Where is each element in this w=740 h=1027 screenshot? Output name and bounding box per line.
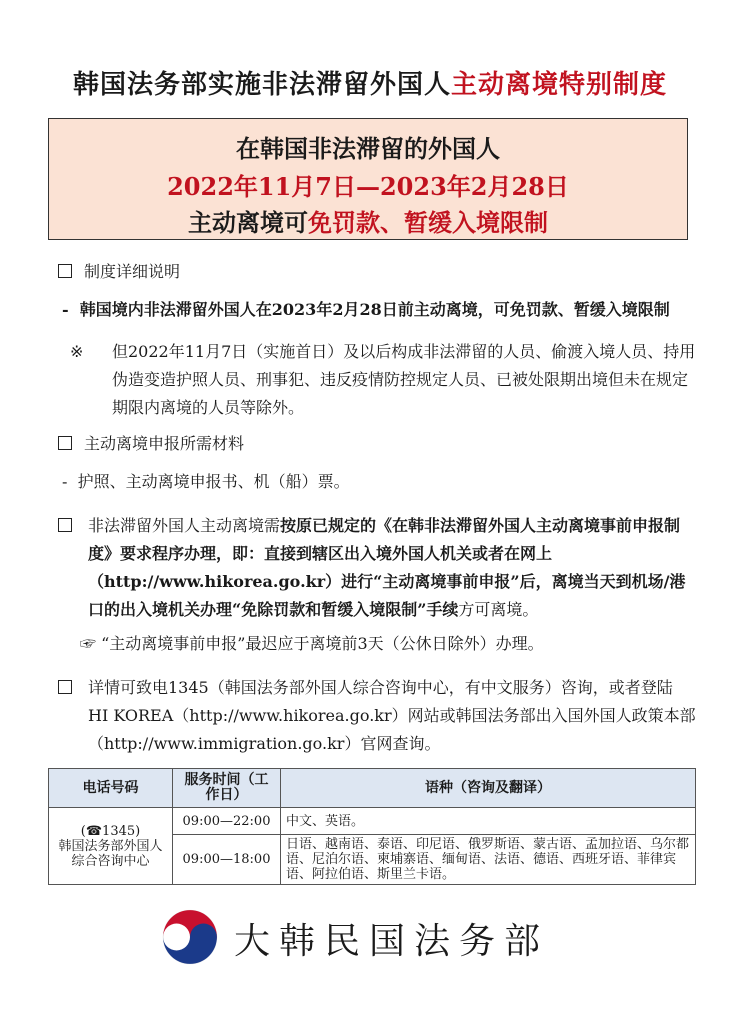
checkbox-square-icon xyxy=(58,680,72,694)
section1-bullet: 韩国境内非法滞留外国人在2023年2月28日前主动离境，可免罚款、暂缓入境限制 xyxy=(79,300,670,319)
page-title xyxy=(0,64,740,101)
section3-note: “主动离境事前申报”最迟应于离境前3天（公休日除外）办理。 xyxy=(101,634,544,653)
section1-bullet-row xyxy=(62,296,670,324)
footer xyxy=(162,905,602,971)
section1-heading-row xyxy=(58,258,180,286)
header-time: 服务时间（工作日） xyxy=(173,769,281,808)
section3-text xyxy=(88,512,696,624)
section1-note: 但2022年11月7日（实施首日）及以后构成非法滞留的人员、偷渡入境人员、持用伪造变造护照人员、刑事犯、违反疫情防控规定人员、已被处限期出境但未在规定期限内离境的人员等除外。 xyxy=(112,342,696,417)
banner-date-range: 2022年11月7日—2023年2月28日 xyxy=(167,172,569,201)
section2-bullet: 护照、主动离境申报书、机（船）票。 xyxy=(77,472,350,491)
header-language: 语种（咨询及翻译） xyxy=(281,769,696,808)
banner-line3-a: 主动离境可 xyxy=(188,208,308,237)
contact-table xyxy=(48,768,696,885)
pointing-hand-icon: ☞ xyxy=(80,634,97,653)
phone-cell xyxy=(49,808,173,885)
section3-t2: 按原已规定的《在韩非法滞留外国人主动离境事前申报制度》要求程序办理，即：直接到辖区出入境外国人机关或者在网上（http://www.hikorea.go.kr）进行“主动离境事前申报”后，离境当天到机场/港口的出入境机关办理“免除罚款和暂缓入境限制”手续 xyxy=(88,516,686,619)
banner-line3-b: 免罚款、暂缓入境限制 xyxy=(308,208,548,237)
section4-text: 详情可致电1345（韩国法务部外国人综合咨询中心，有中文服务）咨询，或者登陆 HI KOREA（http://www.hikorea.go.kr）网站或韩国法务部出入国外国人政策本部（http://www.immigration.go.kr）官网查询。 xyxy=(88,678,696,753)
section3-note-row xyxy=(80,630,544,658)
time-cell: 09:00—18:00 xyxy=(173,835,281,885)
section3-t1: 非法滞留外国人主动离境需 xyxy=(88,516,281,535)
section2-heading: 主动离境申报所需材料 xyxy=(84,434,245,453)
banner-line3 xyxy=(49,203,687,238)
bullet-dash: - xyxy=(62,300,69,319)
language-cell: 日语、越南语、泰语、印尼语、俄罗斯语、蒙古语、孟加拉语、乌尔都语、尼泊尔语、柬埔寨语、缅甸语、法语、德语、西班牙语、菲律宾语、阿拉伯语、斯里兰卡语。 xyxy=(281,835,696,885)
phone-center: 韩国法务部外国人综合咨询中心 xyxy=(58,838,163,869)
table-header-row xyxy=(49,769,696,808)
section2-heading-row xyxy=(58,430,244,458)
checkbox-square-icon xyxy=(58,436,72,450)
table-row xyxy=(49,808,696,835)
title-part1: 韩国法务部实施非法滞留外国人 xyxy=(72,70,451,100)
note-mark-1: ※ xyxy=(70,342,84,361)
language-cell: 中文、英语。 xyxy=(281,808,696,835)
korea-taegeuk-emblem-icon xyxy=(162,909,218,965)
bullet-dash: - xyxy=(62,472,68,491)
section1-heading: 制度详细说明 xyxy=(84,262,181,281)
title-part2: 主动离境特别制度 xyxy=(451,70,668,100)
section2-bullet-row xyxy=(62,468,350,496)
header-phone: 电话号码 xyxy=(49,769,173,808)
section3-checkbox xyxy=(58,512,84,540)
time-cell: 09:00—22:00 xyxy=(173,808,281,835)
section3-t3: 方可离境。 xyxy=(458,600,539,619)
section4-checkbox xyxy=(58,674,84,702)
ministry-name: 大韩民国法务部 xyxy=(234,921,550,962)
phone-number: (☎1345) xyxy=(80,823,141,839)
banner-line1: 在韩国非法滞留的外国人 xyxy=(236,134,500,163)
checkbox-square-icon xyxy=(58,264,72,278)
checkbox-square-icon xyxy=(58,518,72,532)
highlight-banner xyxy=(48,118,688,240)
